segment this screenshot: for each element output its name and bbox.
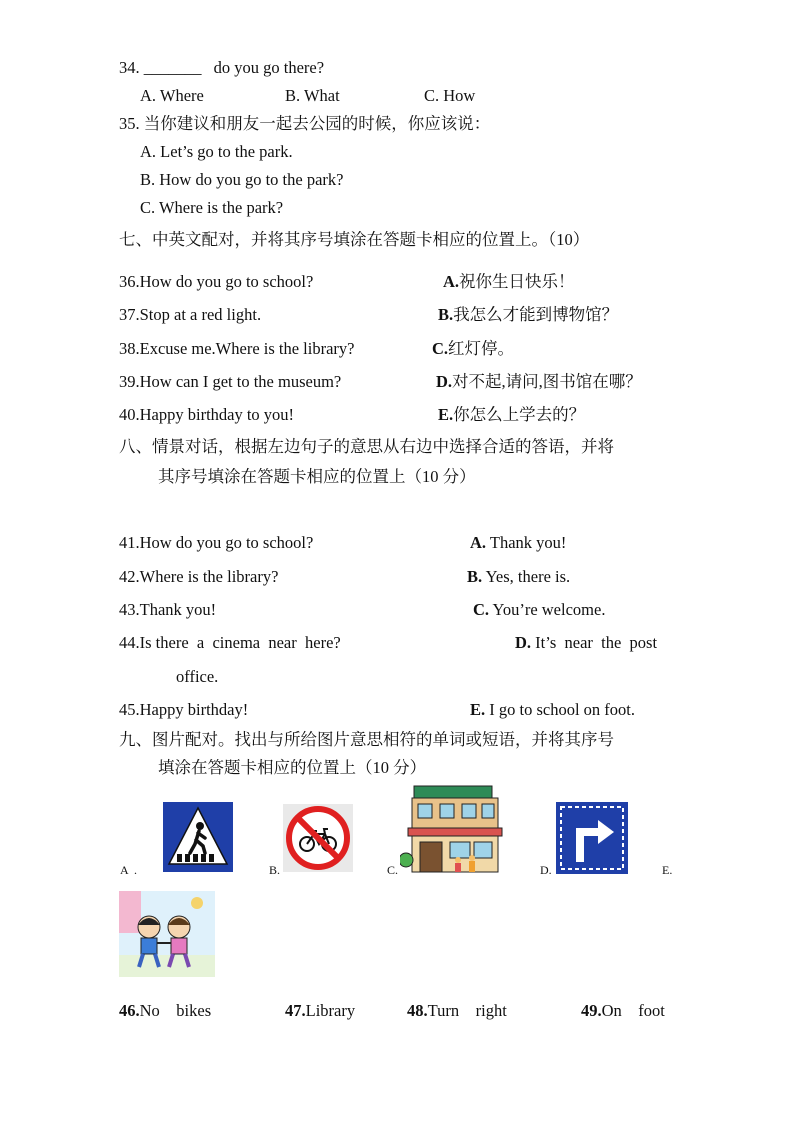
s8-left-41: 41.How do you go to school? bbox=[119, 533, 314, 552]
number: 47. bbox=[285, 1001, 306, 1020]
section8-heading-line1: 八、情景对话，根据左边句子的意思从右边中选择合适的答语，并将 bbox=[119, 437, 614, 456]
letter: C. bbox=[473, 600, 490, 619]
letter: B. bbox=[467, 567, 483, 586]
image-label-a: A . bbox=[120, 863, 138, 877]
q35-option-c: C. Where is the park? bbox=[140, 198, 284, 217]
number: 48. bbox=[407, 1001, 428, 1020]
text: On foot bbox=[601, 1001, 665, 1020]
letter: C. bbox=[432, 339, 449, 358]
text: Yes, there is. bbox=[482, 567, 571, 586]
no-bikes-sign-icon bbox=[283, 804, 353, 872]
answer-46 bbox=[119, 1001, 211, 1021]
letter: E. bbox=[470, 700, 486, 719]
letter: B. bbox=[438, 305, 454, 324]
s8-left-44: 44.Is there a cinema near here? bbox=[119, 633, 341, 652]
image-label-d: D. bbox=[540, 863, 552, 877]
s7-right-e bbox=[438, 405, 585, 425]
image-label-b: B. bbox=[269, 863, 281, 877]
text: Turn right bbox=[427, 1001, 507, 1020]
text: 祝你生日快乐！ bbox=[459, 272, 575, 291]
s7-right-d bbox=[436, 372, 642, 392]
q35-option-b: B. How do you go to the park? bbox=[140, 170, 344, 189]
s7-right-b bbox=[438, 305, 618, 325]
q34-option-b: B. What bbox=[285, 86, 340, 105]
text: Library bbox=[305, 1001, 356, 1020]
q34-option-a: A. Where bbox=[140, 86, 204, 105]
q35-stem: 35. 当你建议和朋友一起去公园的时候，你应该说： bbox=[119, 114, 491, 133]
library-building-icon bbox=[400, 784, 508, 874]
answer-47 bbox=[285, 1001, 355, 1021]
s8-right-e bbox=[470, 700, 635, 720]
letter: A. bbox=[443, 272, 460, 291]
text: I go to school on foot. bbox=[485, 700, 636, 719]
s7-left-40: 40.Happy birthday to you! bbox=[119, 405, 295, 424]
s8-left-45: 45.Happy birthday! bbox=[119, 700, 249, 719]
text: 我怎么才能到博物馆？ bbox=[453, 305, 619, 324]
text: 红灯停。 bbox=[448, 339, 515, 358]
s8-right-d bbox=[515, 633, 657, 653]
q34-blank: _______ bbox=[143, 58, 202, 77]
image-label-e: E. bbox=[662, 863, 673, 877]
letter: A. bbox=[470, 533, 487, 552]
walking-children-icon bbox=[119, 891, 215, 977]
section9-heading-line2: 填涂在答题卡相应的位置上（10 分） bbox=[158, 758, 427, 777]
s8-right-a bbox=[470, 533, 566, 553]
q34-stem bbox=[119, 58, 324, 78]
s7-right-a bbox=[443, 272, 575, 292]
answer-48 bbox=[407, 1001, 507, 1021]
number: 49. bbox=[581, 1001, 602, 1020]
letter: D. bbox=[436, 372, 453, 391]
s8-left-42: 42.Where is the library? bbox=[119, 567, 279, 586]
s8-right-c bbox=[473, 600, 605, 620]
s7-left-38: 38.Excuse me.Where is the library? bbox=[119, 339, 355, 358]
s7-left-36: 36.How do you go to school? bbox=[119, 272, 314, 291]
q35-option-a: A. Let’s go to the park. bbox=[140, 142, 293, 161]
letter: E. bbox=[438, 405, 454, 424]
letter: D. bbox=[515, 633, 532, 652]
section9-heading-line1: 九、图片配对。找出与所给图片意思相符的单词或短语，并将其序号 bbox=[119, 730, 614, 749]
turn-right-sign-icon bbox=[556, 802, 628, 874]
q34-text: do you go there? bbox=[213, 58, 325, 77]
answer-49 bbox=[581, 1001, 665, 1021]
text: Thank you! bbox=[486, 533, 567, 552]
s7-left-39: 39.How can I get to the museum? bbox=[119, 372, 342, 391]
q34-option-c: C. How bbox=[424, 86, 476, 105]
image-label-c: C. bbox=[387, 863, 399, 877]
s8-left-44-continued: office. bbox=[176, 667, 219, 686]
text: No bikes bbox=[139, 1001, 212, 1020]
s8-left-43: 43.Thank you! bbox=[119, 600, 217, 619]
text: You’re welcome. bbox=[489, 600, 606, 619]
q34-number: 34. bbox=[119, 58, 140, 77]
text: 对不起,请问,图书馆在哪？ bbox=[452, 372, 642, 391]
s7-left-37: 37.Stop at a red light. bbox=[119, 305, 262, 324]
s7-right-c bbox=[432, 339, 514, 359]
crosswalk-sign-icon bbox=[163, 802, 233, 872]
section8-heading-line2: 其序号填涂在答题卡相应的位置上（10 分） bbox=[158, 467, 476, 486]
text: It’s near the post bbox=[531, 633, 658, 652]
number: 46. bbox=[119, 1001, 140, 1020]
s8-right-b bbox=[467, 567, 570, 587]
section7-heading: 七、中英文配对，并将其序号填涂在答题卡相应的位置上。（10） bbox=[119, 230, 590, 249]
text: 你怎么上学去的？ bbox=[453, 405, 586, 424]
